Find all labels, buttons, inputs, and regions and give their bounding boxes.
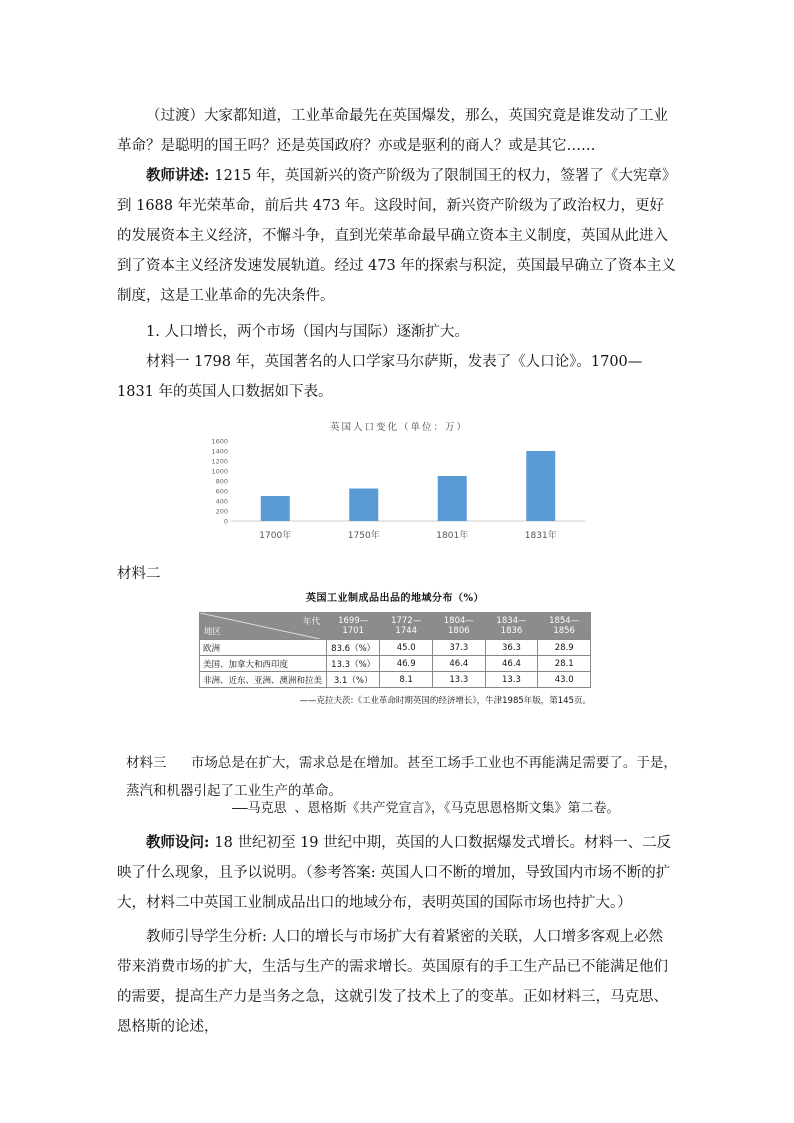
- chart-x-labels: [259, 529, 556, 541]
- material-3-signature: ——马克思 、恩格斯《共产党宣言》，《马克思恩格斯文集》第二卷。: [232, 801, 620, 816]
- column-header: 1834—1836: [485, 613, 538, 640]
- table-row: [200, 672, 591, 688]
- material-2-label: 材料二: [117, 566, 161, 582]
- y-tick-label: 0: [223, 517, 228, 526]
- teacher-question-prefix: 教师设问:: [146, 834, 215, 851]
- value-cell: 13.3: [485, 672, 538, 688]
- y-tick-label: 600: [215, 487, 228, 496]
- y-tick-label: 1400: [211, 447, 228, 456]
- column-header: 1772—1744: [380, 613, 433, 640]
- column-header: 1854—1856: [538, 613, 591, 640]
- y-tick-label: 400: [215, 497, 228, 506]
- value-cell: 46.4: [485, 656, 538, 672]
- y-tick-label: 1200: [211, 457, 228, 466]
- column-header: 1699—1701: [327, 613, 380, 640]
- material-3-text: 市场总是在扩大，需求总是在增加。甚至工场手工业也不再能满足需要了。于是，蒸汽和机器引起了工业生产的革命。: [126, 754, 677, 799]
- transition-paragraph: （过渡）大家都知道，工业革命最先在英国爆发，那么，英国究竟是谁发动了工业革命？是聪明的国王吗？还是英国政府？亦或是驱利的商人？或是其它……: [117, 108, 668, 154]
- material-3-label: 材料三: [126, 754, 167, 771]
- value-cell: 13.3（%）: [327, 656, 380, 672]
- value-cell: 8.1: [380, 672, 433, 688]
- table-corner-cell: [200, 613, 327, 640]
- value-cell: 28.1: [538, 656, 591, 672]
- bar-1750年: [349, 489, 378, 522]
- bar-1831年: [526, 451, 555, 521]
- chart-bars: [261, 451, 556, 521]
- bar-1700年: [261, 496, 290, 521]
- section-1-heading: 1. 人口增长，两个市场（国内与国际）逐渐扩大。: [146, 324, 469, 340]
- value-cell: 36.3: [485, 640, 538, 656]
- analysis-paragraph: 教师引导学生分析: 人口的增长与市场扩大有着紧密的关联，人口增多客观上必然带来消费市场的扩大，生活与生产的需求增长。英国原有的手工生产品已不能满足他们的需要，提高生产力是当务之急，这就引发了技术上了的变革。正如材料三，马克思、恩格斯的论述，: [117, 929, 668, 1035]
- region-cell: 美国、加拿大和西印度: [200, 656, 327, 672]
- value-cell: 13.3: [433, 672, 486, 688]
- population-chart: [199, 416, 589, 546]
- chart-title: 英国人口变化（单位：万）: [329, 422, 469, 433]
- teacher-narration-prefix: 教师讲述:: [146, 167, 215, 184]
- y-tick-label: 200: [215, 507, 228, 516]
- value-cell: 28.9: [538, 640, 591, 656]
- value-cell: 46.9: [380, 656, 433, 672]
- table-header-row: [200, 613, 591, 640]
- teacher-narration-paragraph: [117, 161, 677, 311]
- teacher-question-paragraph: [117, 828, 677, 918]
- value-cell: 37.3: [433, 640, 486, 656]
- y-tick-label: 1600: [211, 437, 228, 446]
- x-tick-label: 1801年: [436, 531, 469, 541]
- y-tick-label: 800: [215, 477, 228, 486]
- teacher-question-text: 18 世纪初至 19 世纪中期，英国的人口数据爆发式增长。材料一、二反映了什么现象，且予以说明。（参考答案: 英国人口不断的增加，导致国内市场不断的扩大，材料二中英国工业制成品出口的地域分布，表明英国的国际市场也持扩大。）: [117, 835, 672, 911]
- table-row: [200, 656, 591, 672]
- y-tick-label: 1000: [211, 467, 228, 476]
- bar-1801年: [438, 476, 467, 521]
- x-tick-label: 1700年: [259, 531, 292, 541]
- region-cell: 非洲、近东、亚洲、澳洲和拉美: [200, 672, 327, 688]
- corner-area-label: 地区: [204, 627, 222, 637]
- export-distribution-table: [199, 612, 591, 688]
- table-row: [200, 640, 591, 656]
- x-tick-label: 1831年: [524, 531, 557, 541]
- table-source: ——克拉夫茨:《工业革命时期英国的经济增长》，牛津1985年版，第145页。: [299, 696, 591, 706]
- value-cell: 3.1（%）: [327, 672, 380, 688]
- material-1-paragraph: 材料一 1798 年，英国著名的人口学家马尔萨斯，发表了《人口论》。1700—1831 年的英国人口数据如下表。: [117, 354, 643, 400]
- teacher-narration-text: 1215 年，英国新兴的资产阶级为了限制国王的权力，签署了《大宪章》到 1688 年光荣革命，前后共 473 年。这段时间，新兴资产阶级为了政治权力，更好的发展资本主义经济，不懈斗争，直到光荣革命最早确立资本主义制度，英国从此进入到了资本主义经济发速发展轨道。经过 473 年的探索与积淀，英国最早确立了资本主义制度，这是工业革命的先决条件。: [117, 168, 677, 304]
- column-header: 1804—1806: [433, 613, 486, 640]
- value-cell: 83.6（%）: [327, 640, 380, 656]
- table-title: 英国工业制成品出品的地域分布（%）: [305, 593, 484, 604]
- value-cell: 45.0: [380, 640, 433, 656]
- region-cell: 欧洲: [200, 640, 327, 656]
- corner-year-label: 年代: [302, 617, 320, 627]
- x-tick-label: 1750年: [347, 531, 380, 541]
- value-cell: 46.4: [433, 656, 486, 672]
- value-cell: 43.0: [538, 672, 591, 688]
- export-table-block: [199, 589, 591, 706]
